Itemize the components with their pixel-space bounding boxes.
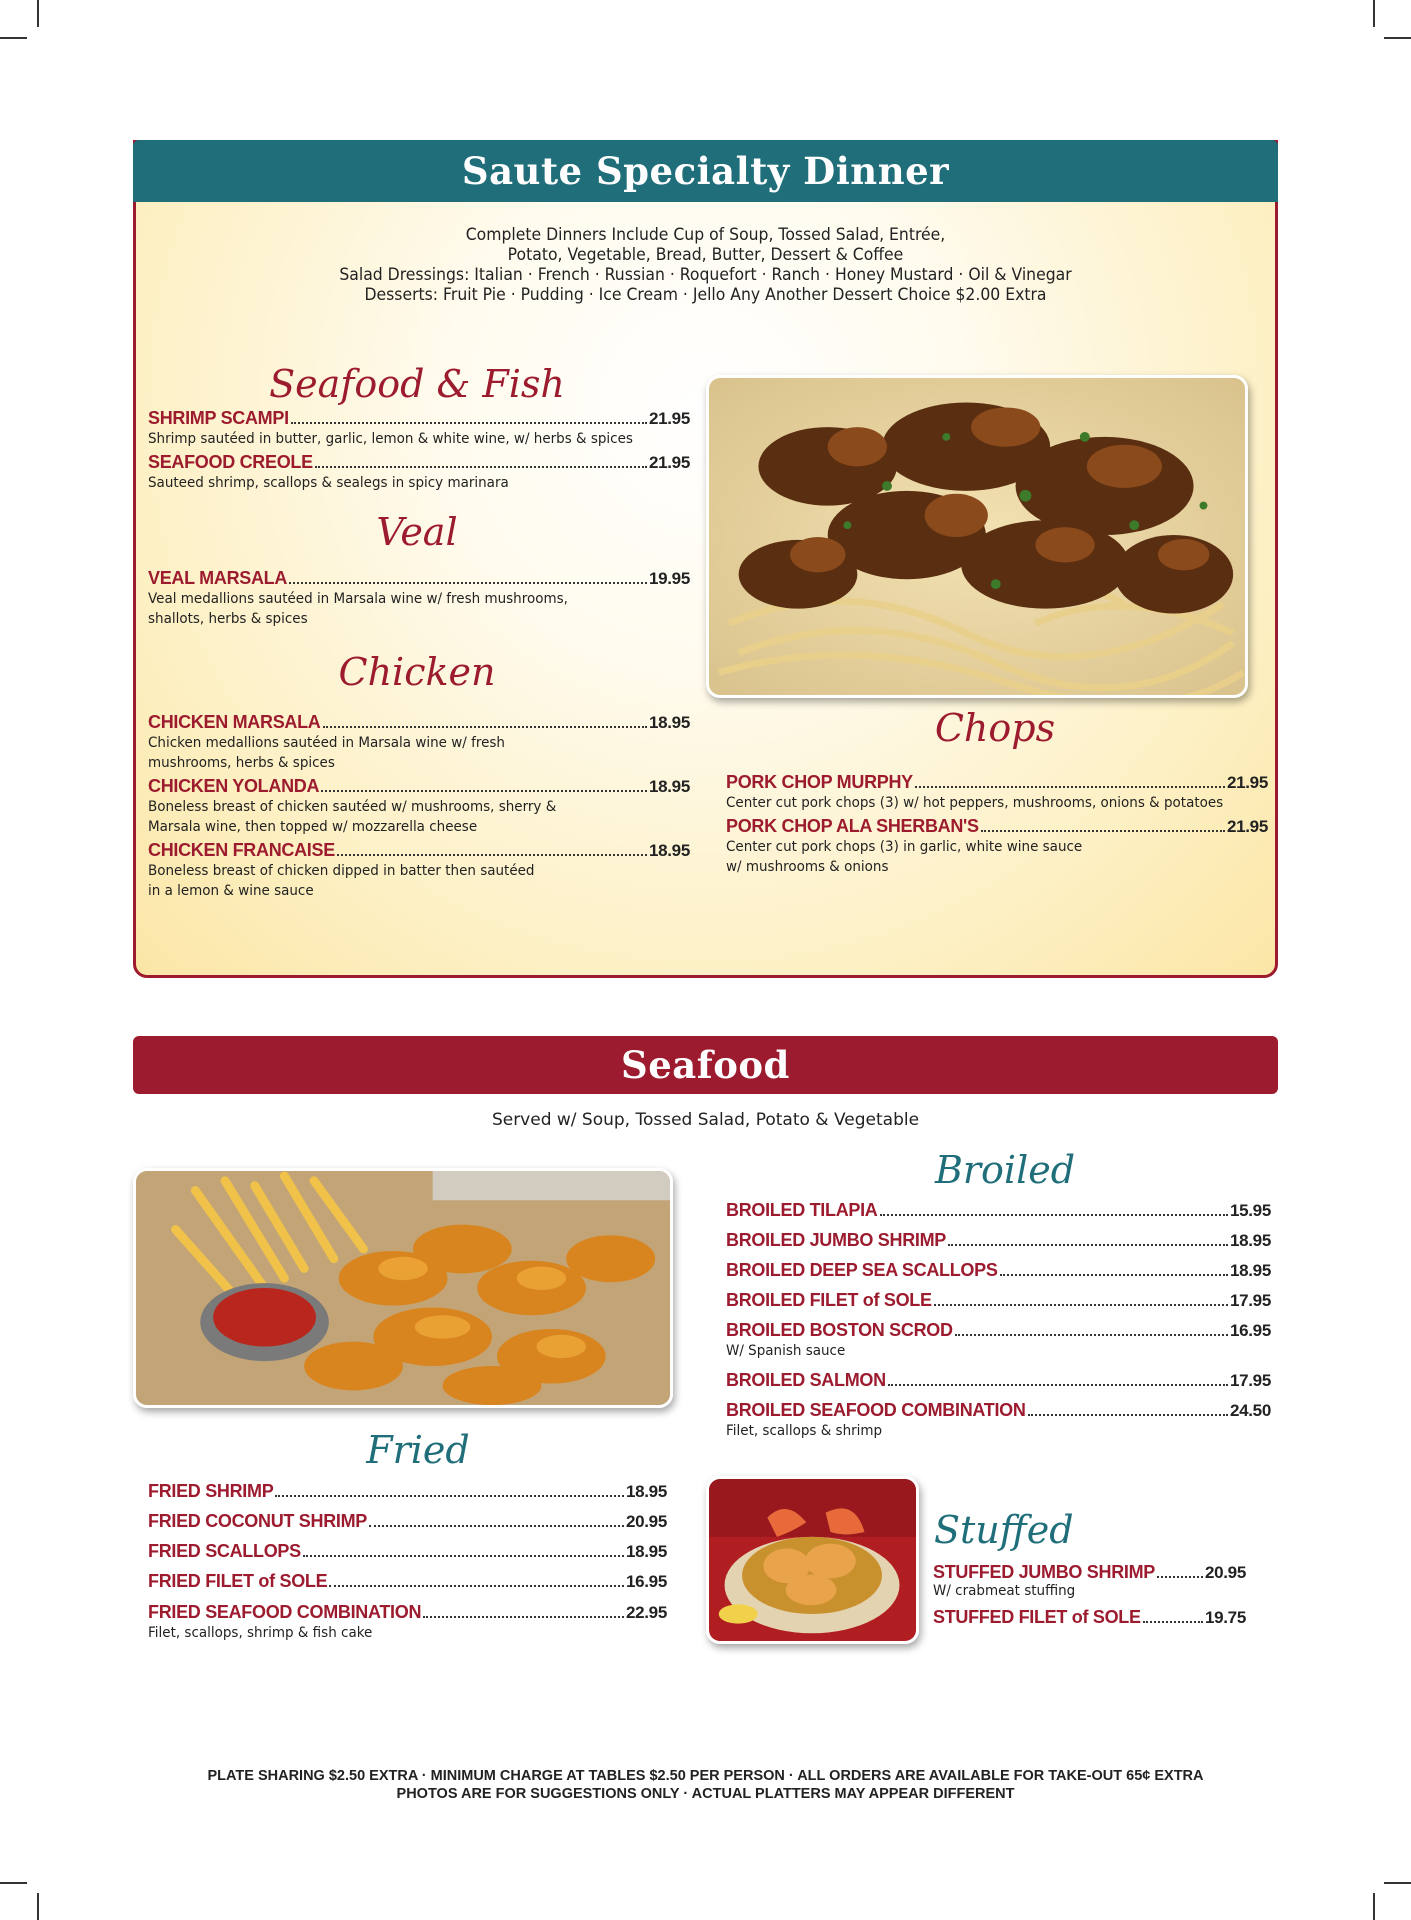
menu-item-chicken-francaise xyxy=(148,840,690,901)
item-price: 17.95 xyxy=(1229,1371,1271,1390)
dot-leader xyxy=(321,790,647,792)
item-price: 15.95 xyxy=(1229,1201,1271,1220)
item-name: VEAL MARSALA xyxy=(148,568,288,588)
dot-leader xyxy=(423,1616,624,1618)
item-price: 19.75 xyxy=(1204,1608,1246,1627)
dot-leader xyxy=(934,1304,1228,1306)
item-description: w/ mushrooms & onions xyxy=(726,859,889,875)
item-name: FRIED COCONUT SHRIMP xyxy=(148,1511,368,1531)
menu-item-broiled-boston-scrod xyxy=(726,1320,1271,1361)
item-description: W/ crabmeat stuffing xyxy=(933,1583,1076,1599)
intro-line: Salad Dressings: Italian · French · Russian · Roquefort · Ranch · Honey Mustard · Oil & Vinegar xyxy=(339,265,1072,285)
item-price: 21.95 xyxy=(648,453,690,472)
dot-leader xyxy=(888,1384,1228,1386)
item-name: BROILED SEAFOOD COMBINATION xyxy=(726,1400,1026,1420)
seafood-subtitle: Served w/ Soup, Tossed Salad, Potato & Vegetable xyxy=(491,1110,920,1130)
item-name: CHICKEN FRANCAISE xyxy=(148,840,335,860)
intro-line: Desserts: Fruit Pie · Pudding · Ice Cream · Jello Any Another Dessert Choice $2.00 Extra xyxy=(364,285,1047,305)
item-name: BROILED JUMBO SHRIMP xyxy=(726,1230,947,1250)
item-name: SHRIMP SCAMPI xyxy=(148,408,289,428)
menu-item-broiled-filet-of-sole xyxy=(726,1290,1271,1311)
item-name: FRIED SCALLOPS xyxy=(148,1541,301,1561)
footer-line: PHOTOS ARE FOR SUGGESTIONS ONLY · ACTUAL PLATTERS MAY APPEAR DIFFERENT xyxy=(396,1786,1015,1802)
dot-leader xyxy=(880,1214,1228,1216)
intro-line: Complete Dinners Include Cup of Soup, Tossed Salad, Entrée, xyxy=(465,225,946,245)
dot-leader xyxy=(315,466,647,468)
menu-item-shrimp-scampi xyxy=(148,408,690,449)
item-price: 21.95 xyxy=(1226,773,1268,792)
stuffed-heading: Stuffed xyxy=(934,1508,1074,1552)
item-price: 18.95 xyxy=(1229,1261,1271,1280)
item-description: Center cut pork chops (3) in garlic, white wine sauce xyxy=(726,839,1083,855)
item-name: PORK CHOP MURPHY xyxy=(726,772,913,792)
item-description: in a lemon & wine sauce xyxy=(148,883,314,899)
dot-leader xyxy=(915,786,1225,788)
dot-leader xyxy=(289,582,647,584)
menu-item-veal-marsala xyxy=(148,568,690,629)
dot-leader xyxy=(323,726,647,728)
item-description: Shrimp sautéed in butter, garlic, lemon & white wine, w/ herbs & spices xyxy=(148,431,633,447)
item-price: 22.95 xyxy=(625,1603,667,1622)
item-price: 24.50 xyxy=(1229,1401,1271,1420)
item-description: Filet, scallops, shrimp & fish cake xyxy=(148,1625,373,1641)
chops-heading: Chops xyxy=(934,706,1056,750)
item-price: 18.95 xyxy=(648,777,690,796)
crop-mark xyxy=(1384,37,1411,39)
item-description: shallots, herbs & spices xyxy=(148,611,308,627)
menu-item-seafood-creole xyxy=(148,452,690,493)
dot-leader xyxy=(1028,1414,1228,1416)
item-price: 20.95 xyxy=(1204,1563,1246,1582)
dot-leader xyxy=(291,422,647,424)
crop-mark xyxy=(1373,0,1375,27)
item-price: 21.95 xyxy=(1226,817,1268,836)
dot-leader xyxy=(948,1244,1228,1246)
crop-mark xyxy=(1373,1893,1375,1920)
item-description: Boneless breast of chicken sautéed w/ mushrooms, sherry & xyxy=(148,799,557,815)
item-name: CHICKEN MARSALA xyxy=(148,712,321,732)
menu-item-broiled-jumbo-shrimp xyxy=(726,1230,1271,1251)
broiled-heading: Broiled xyxy=(934,1148,1076,1192)
saute-title: Saute Specialty Dinner xyxy=(461,149,950,193)
menu-item-pork-chop-murphy xyxy=(726,772,1268,813)
item-description: mushrooms, herbs & spices xyxy=(148,755,335,771)
seafood-fish-heading: Seafood & Fish xyxy=(269,362,565,406)
dot-leader xyxy=(1143,1621,1203,1623)
menu-item-fried-shrimp xyxy=(148,1481,667,1502)
fried-heading: Fried xyxy=(366,1428,470,1472)
menu-item-pork-chop-ala-sherbans xyxy=(726,816,1268,877)
item-price: 19.95 xyxy=(648,569,690,588)
intro-line: Potato, Vegetable, Bread, Butter, Dessert & Coffee xyxy=(507,245,904,265)
menu-item-fried-filet-of-sole xyxy=(148,1571,667,1592)
item-description: Chicken medallions sautéed in Marsala wine w/ fresh xyxy=(148,735,505,751)
item-name: CHICKEN YOLANDA xyxy=(148,776,320,796)
menu-item-fried-scallops xyxy=(148,1541,667,1562)
item-name: STUFFED JUMBO SHRIMP xyxy=(933,1562,1156,1582)
menu-item-stuffed-jumbo-shrimp xyxy=(933,1562,1246,1599)
item-description: Marsala wine, then topped w/ mozzarella cheese xyxy=(148,819,478,835)
item-price: 18.95 xyxy=(625,1482,667,1501)
fried-shrimp-photo xyxy=(133,1168,673,1408)
item-description: Boneless breast of chicken dipped in batter then sautéed xyxy=(148,863,535,879)
crop-mark xyxy=(1384,1882,1411,1884)
dot-leader xyxy=(303,1555,624,1557)
footer-line: PLATE SHARING $2.50 EXTRA · MINIMUM CHARGE AT TABLES $2.50 PER PERSON · ALL ORDERS ARE AVAILABLE FOR TAKE-OUT 65¢ EXTRA xyxy=(207,1768,1204,1784)
item-price: 18.95 xyxy=(648,713,690,732)
item-price: 16.95 xyxy=(625,1572,667,1591)
item-name: BROILED FILET of SOLE xyxy=(726,1290,932,1310)
item-name: FRIED FILET of SOLE xyxy=(148,1571,328,1591)
marsala-photo xyxy=(706,375,1248,698)
item-price: 16.95 xyxy=(1229,1321,1271,1340)
dot-leader xyxy=(275,1495,624,1497)
item-description: Sauteed shrimp, scallops & sealegs in spicy marinara xyxy=(148,475,509,491)
menu-item-broiled-salmon xyxy=(726,1370,1271,1391)
item-price: 21.95 xyxy=(648,409,690,428)
item-name: STUFFED FILET of SOLE xyxy=(933,1607,1141,1627)
item-price: 18.95 xyxy=(625,1542,667,1561)
footer-notice xyxy=(0,1767,1411,1803)
item-name: FRIED SEAFOOD COMBINATION xyxy=(148,1602,422,1622)
crop-mark xyxy=(37,1893,39,1920)
seafood-banner xyxy=(133,1036,1278,1094)
menu-item-stuffed-filet-of-sole xyxy=(933,1607,1246,1628)
item-name: PORK CHOP ALA SHERBAN'S xyxy=(726,816,979,836)
crop-mark xyxy=(0,1882,27,1884)
item-price: 18.95 xyxy=(648,841,690,860)
item-description: Veal medallions sautéed in Marsala wine w/ fresh mushrooms, xyxy=(148,591,568,607)
item-description: W/ Spanish sauce xyxy=(726,1343,846,1359)
item-description: Filet, scallops & shrimp xyxy=(726,1423,883,1439)
item-name: SEAFOOD CREOLE xyxy=(148,452,313,472)
item-description: Center cut pork chops (3) w/ hot peppers, mushrooms, onions & potatoes xyxy=(726,795,1224,811)
item-price: 17.95 xyxy=(1229,1291,1271,1310)
item-price: 18.95 xyxy=(1229,1231,1271,1250)
item-name: BROILED TILAPIA xyxy=(726,1200,878,1220)
saute-banner xyxy=(133,140,1278,202)
item-price: 20.95 xyxy=(625,1512,667,1531)
menu-item-broiled-seafood-combination xyxy=(726,1400,1271,1441)
stuffed-shrimp-photo xyxy=(706,1476,919,1644)
seafood-title: Seafood xyxy=(621,1043,790,1087)
saute-intro xyxy=(182,225,1230,305)
menu-item-chicken-marsala xyxy=(148,712,690,773)
dot-leader xyxy=(981,830,1225,832)
dot-leader xyxy=(329,1585,624,1587)
menu-item-broiled-deep-sea-scallops xyxy=(726,1260,1271,1281)
dot-leader xyxy=(1157,1576,1203,1578)
menu-item-chicken-yolanda xyxy=(148,776,690,837)
crop-mark xyxy=(0,37,27,39)
dot-leader xyxy=(955,1334,1228,1336)
item-name: BROILED DEEP SEA SCALLOPS xyxy=(726,1260,998,1280)
veal-heading: Veal xyxy=(376,510,458,554)
dot-leader xyxy=(369,1525,624,1527)
menu-item-fried-seafood-combination xyxy=(148,1602,667,1643)
item-name: BROILED BOSTON SCROD xyxy=(726,1320,953,1340)
menu-item-fried-coconut-shrimp xyxy=(148,1511,667,1532)
menu-item-broiled-tilapia xyxy=(726,1200,1271,1221)
crop-mark xyxy=(37,0,39,27)
dot-leader xyxy=(1000,1274,1228,1276)
dot-leader xyxy=(337,854,647,856)
item-name: BROILED SALMON xyxy=(726,1370,886,1390)
chicken-heading: Chicken xyxy=(338,650,496,694)
item-name: FRIED SHRIMP xyxy=(148,1481,274,1501)
